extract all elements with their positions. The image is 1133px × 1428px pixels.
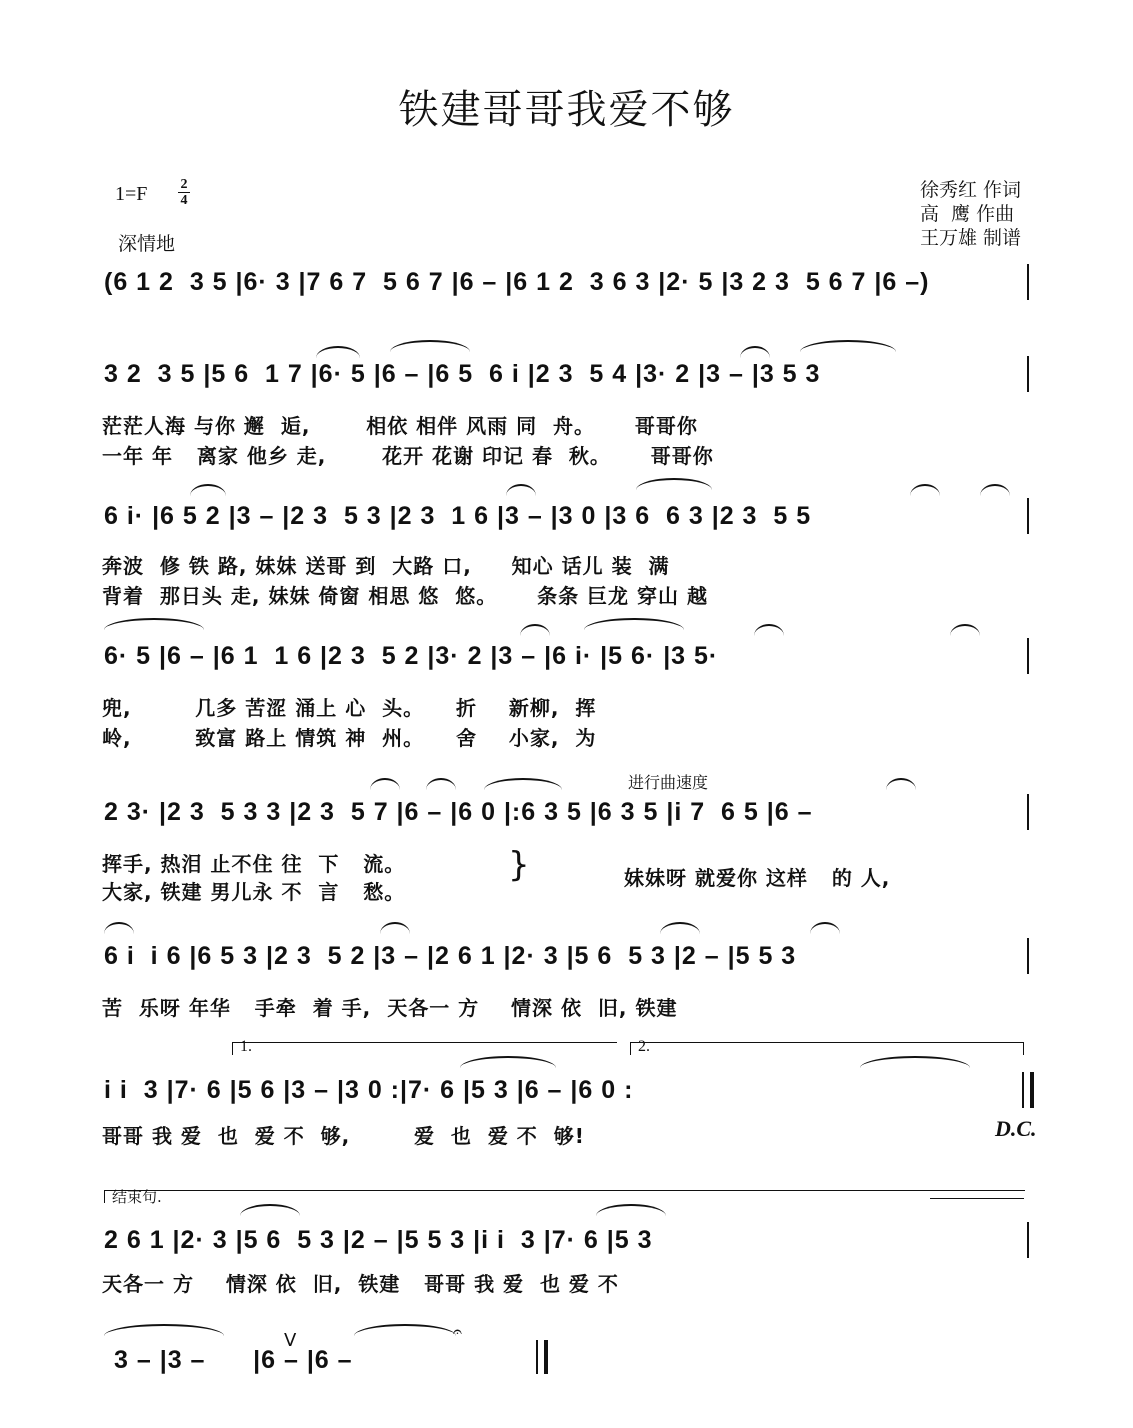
lyrics-row-3-verse-1: 奔波 修 铁 路, 妹妹 送哥 到 大路 口, 知心 话儿 装 满 bbox=[102, 554, 670, 578]
composer: 高 鹰 作曲 bbox=[919, 203, 1015, 225]
notation-row-5: 2 3· |2 3 5 3 3 |2 3 5 7 |6 – |6 0 |:6 3 5 |6 3 5 |i 7 6 5 |6 – bbox=[104, 798, 813, 826]
lyricist: 徐秀红 作词 bbox=[919, 179, 1021, 201]
notation-row-2: 3 2 3 5 |5 6 1 7 |6· 5 |6 – |6 5 6 i |2 3 5 4 |3· 2 |3 – |3 5 3 bbox=[104, 360, 821, 388]
tempo-marking: 深情地 bbox=[118, 233, 176, 255]
coda-label: 结束句. bbox=[112, 1188, 162, 1206]
transcriber: 王万雄 制谱 bbox=[919, 227, 1021, 249]
time-sig-bottom: 4 bbox=[180, 193, 188, 208]
lyrics-row-8: 天各一 方 情深 依 旧, 铁建 哥哥 我 爱 也 爱 不 bbox=[102, 1272, 619, 1296]
score-title: 铁建哥哥我爱不够 bbox=[398, 87, 735, 133]
time-sig-top: 2 bbox=[180, 177, 188, 192]
notation-row-9: 3 – |3 – |6 – |6 – bbox=[114, 1346, 353, 1374]
lyrics-row-2-verse-1: 茫茫人海 与你 邂 逅, 相依 相伴 风雨 同 舟。 哥哥你 bbox=[102, 414, 698, 438]
breath-mark: V bbox=[284, 1330, 297, 1351]
notation-row-3: 6 i· |6 5 2 |3 – |2 3 5 3 |2 3 1 6 |3 – |3 0 |3 6 6 3 |2 3 5 5 bbox=[104, 502, 812, 530]
fermata: 𝄐 bbox=[453, 1322, 462, 1341]
march-tempo-label: 进行曲速度 bbox=[628, 773, 709, 792]
time-signature bbox=[178, 178, 190, 207]
lyrics-row-5-verse-2: 大家, 铁建 男儿永 不 言 愁。 bbox=[102, 880, 406, 904]
notation-row-8: 2 6 1 |2· 3 |5 6 5 3 |2 – |5 5 3 |i i 3 |7· 6 |5 3 bbox=[104, 1226, 653, 1254]
volta-1-label: 1. bbox=[240, 1038, 252, 1055]
lyrics-row-4-verse-1: 兜, 几多 苦涩 涌上 心 头。 折 新柳, 挥 bbox=[102, 696, 597, 720]
lyrics-row-6: 苦 乐呀 年华 手牵 着 手, 天各一 方 情深 依 旧, 铁建 bbox=[102, 996, 678, 1020]
lyrics-row-4-verse-2: 岭, 致富 路上 情筑 神 州。 舍 小家, 为 bbox=[102, 726, 597, 750]
dc-marking: D.C. bbox=[995, 1116, 1037, 1141]
volta-2-label: 2. bbox=[638, 1038, 650, 1055]
notation-row-4: 6· 5 |6 – |6 1 1 6 |2 3 5 2 |3· 2 |3 – |6 i· |5 6· |3 5· bbox=[104, 642, 719, 670]
lyrics-row-7: 哥哥 我 爱 也 爱 不 够, 爱 也 爱 不 够! bbox=[102, 1124, 585, 1148]
lyrics-row-3-verse-2: 背着 那日头 走, 妹妹 倚窗 相思 悠 悠。 条条 巨龙 穿山 越 bbox=[102, 584, 708, 608]
lyrics-row-5-verse-1: 挥手, 热泪 止不住 往 下 流。 bbox=[102, 852, 406, 876]
lyrics-row-5-refrain: 妹妹呀 就爱你 这样 的 人, bbox=[624, 866, 891, 890]
key-signature: 1=F bbox=[115, 183, 148, 205]
credits bbox=[920, 178, 1021, 250]
notation-row-7: i i 3 |7· 6 |5 6 |3 – |3 0 :|7· 6 |5 3 |6 – |6 0 : bbox=[104, 1076, 634, 1104]
lyrics-row-2-verse-2: 一年 年 离家 他乡 走, 花开 花谢 印记 春 秋。 哥哥你 bbox=[102, 444, 714, 468]
notation-row-1: (6 1 2 3 5 |6· 3 |7 6 7 5 6 7 |6 – |6 1 2 3 6 3 |2· 5 |3 2 3 5 6 7 |6 –) bbox=[104, 268, 930, 296]
notation-row-6: 6 i i 6 |6 5 3 |2 3 5 2 |3 – |2 6 1 |2· 3 |5 6 5 3 |2 – |5 5 3 bbox=[104, 942, 797, 970]
